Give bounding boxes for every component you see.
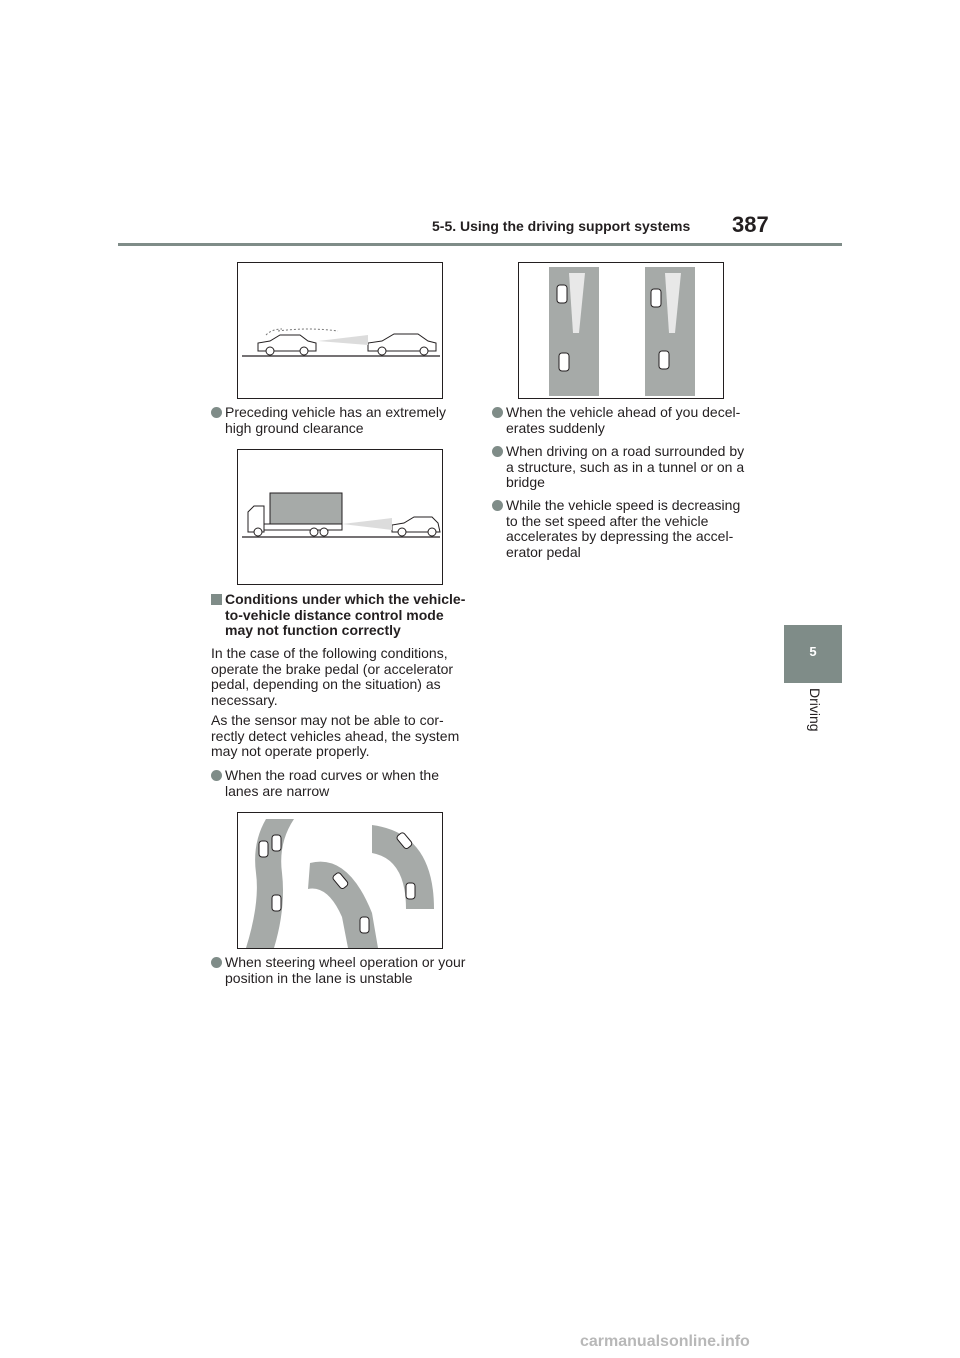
bullet-dot [211,957,222,968]
list-item: When the vehicle ahead of you decelerates suddenly [492,405,752,436]
list-item: Preceding vehicle has an extremely high ground clearance [211,405,466,436]
bullet-dot [492,500,503,511]
section-title: 5-5. Using the driving support systems [432,218,691,234]
header-rule [118,243,842,246]
figure-truck [237,449,443,585]
figure-curved-roads [237,812,443,949]
bullet-dot [211,407,222,418]
list-item: While the vehicle speed is decreasing to the set speed after the vehicle accelerates by depressing the accelerator pedal [492,498,752,560]
watermark: carmanualsonline.info [580,1333,750,1350]
list-item: When driving on a road surrounded by a structure, such as in a tunnel or on a bridge [492,444,752,491]
bullet-dot [492,407,503,418]
figure-sudden-deceleration [518,262,724,399]
page-number: 387 [732,212,769,237]
subheading-marker [211,594,222,605]
bullet-dot [211,770,222,781]
paragraph: In the case of the following conditions, operate the brake pedal (or accelerator pedal, depending on the situation) as necessary. [211,645,454,708]
chapter-label-text: Driving [807,688,823,732]
paragraph: As the sensor may not be able to correctly detect vehicles ahead, the system may not operate properly. [211,712,460,759]
chapter-tab[interactable] [784,625,842,683]
list-item: When the road curves or when the lanes are narrow [211,768,466,799]
list-item: When steering wheel operation or your position in the lane is unstable [211,955,466,986]
bullet-dot [492,446,503,457]
chapter-number: 5 [809,644,817,659]
figure-high-clearance [237,262,443,399]
chapter-label [773,688,853,748]
subheading: Conditions under which the vehicle-to-vehicle distance control mode may not function correctly [211,592,466,639]
